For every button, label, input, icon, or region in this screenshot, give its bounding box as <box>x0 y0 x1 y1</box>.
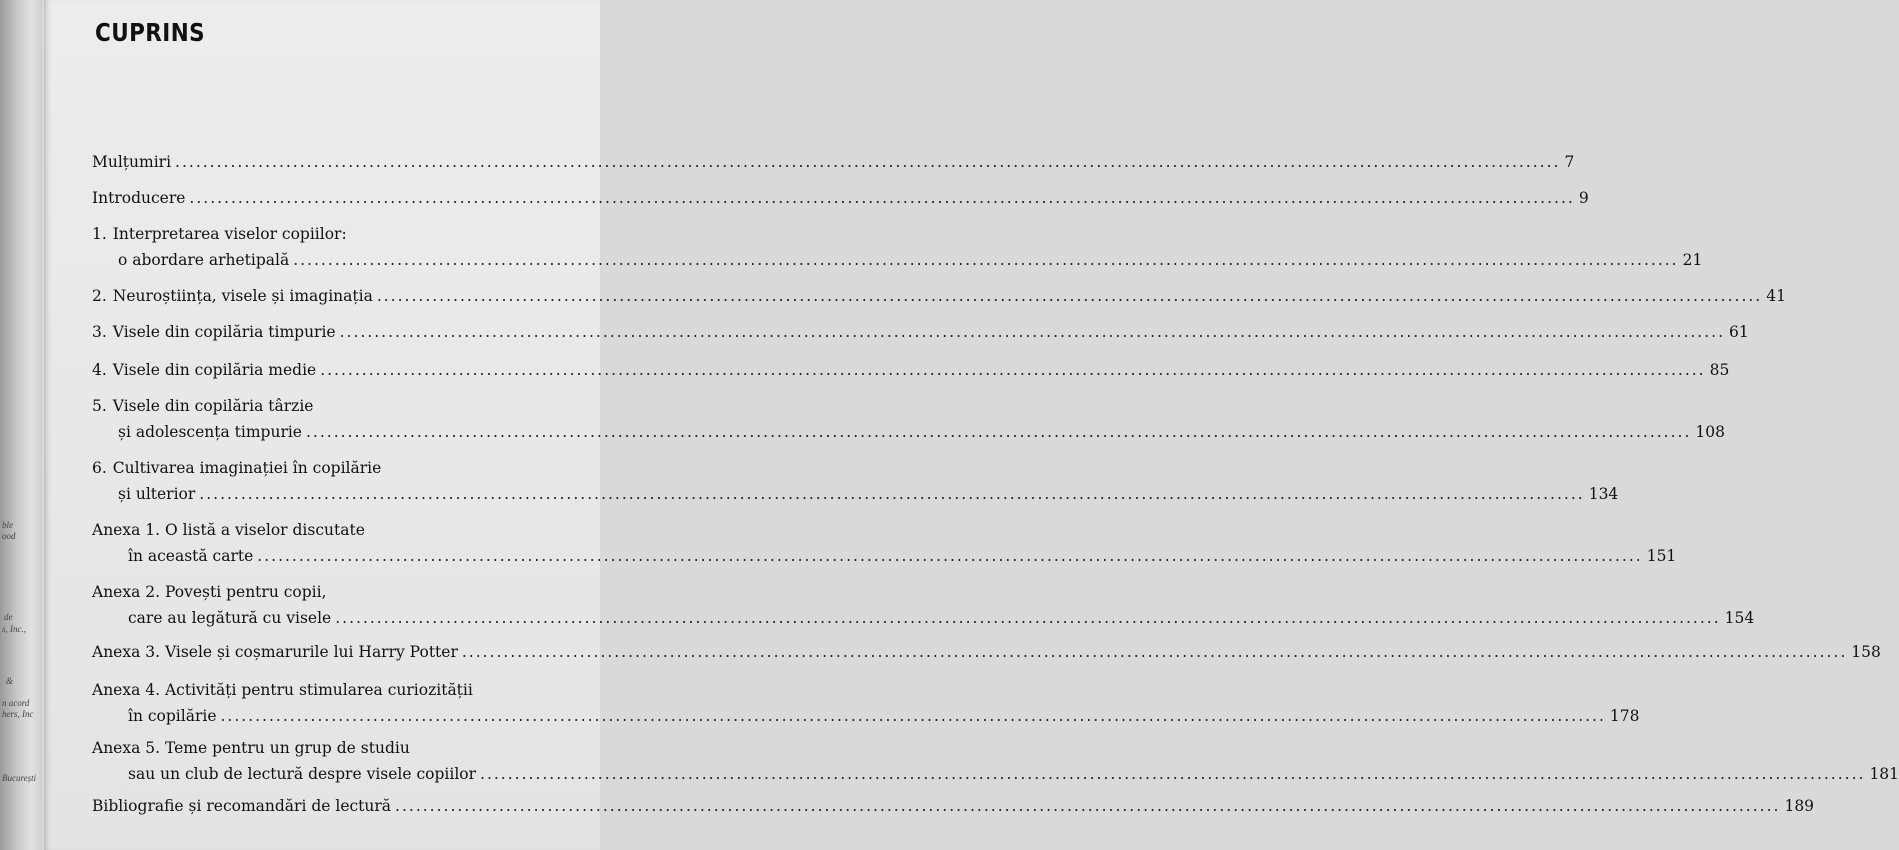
page-number: 181 <box>1869 765 1899 783</box>
toc-entry-title: Neuroștiința, visele și imaginația <box>112 287 373 305</box>
page-number: 21 <box>1682 251 1703 269</box>
toc-entry-title: Bibliografie și recomandări de lectură <box>92 797 392 815</box>
margin-bleed-text: hers, Inc <box>2 709 34 719</box>
page-title: CUPRINS <box>95 18 206 47</box>
page-number: 158 <box>1851 643 1881 661</box>
page-number: 151 <box>1646 547 1677 565</box>
toc-entry-title: Interpretarea viselor copiilor: <box>112 225 347 243</box>
dot-leader: ........................................................................................................................................................................................................ <box>320 361 1706 379</box>
toc-entry-title: care au legătură cu visele <box>128 609 332 627</box>
dot-leader: ........................................................................................................................................................................................................ <box>305 423 1692 441</box>
margin-bleed-text: ood <box>2 531 16 541</box>
margin-bleed-text: n acord <box>2 698 30 708</box>
book-spine <box>0 0 42 850</box>
margin-bleed-text: ble <box>2 520 13 530</box>
toc-entry-title: Anexa 4. Activități pentru stimularea curiozității <box>92 681 473 699</box>
page-number: 154 <box>1724 609 1755 627</box>
chapter-number: 3. <box>92 323 107 341</box>
dot-leader: ........................................................................................................................................................................................................ <box>480 765 1866 783</box>
dot-leader: ........................................................................................................................................................................................................ <box>335 609 1721 627</box>
page-number: 7 <box>1564 153 1575 171</box>
margin-bleed-text: de <box>4 612 13 622</box>
page-number: 108 <box>1695 423 1725 441</box>
toc-entry-title: Cultivarea imaginației în copilărie <box>112 459 382 477</box>
page-number: 85 <box>1709 361 1730 379</box>
dot-leader: ........................................................................................................................................................................................................ <box>189 189 1575 207</box>
dot-leader: ........................................................................................................................................................................................................ <box>199 485 1585 503</box>
toc-entry-title: și adolescența timpurie <box>118 423 302 441</box>
book-page <box>44 0 1899 850</box>
page-number: 41 <box>1766 287 1786 305</box>
dot-leader: ........................................................................................................................................................................................................ <box>293 251 1679 269</box>
toc-entry-title: Visele din copilăria timpurie <box>112 323 336 341</box>
toc-entry-title: și ulterior <box>118 485 196 503</box>
toc-entry-title: Anexa 1. O listă a viselor discutate <box>92 521 365 539</box>
page-number: 178 <box>1609 707 1640 725</box>
toc-entry-title: Visele din copilăria medie <box>112 361 317 379</box>
toc-entry-title: Introducere <box>92 189 186 207</box>
toc-entry-title: Anexa 2. Povești pentru copii, <box>92 583 327 601</box>
toc-entry-title: în această carte <box>128 547 254 565</box>
dot-leader: ........................................................................................................................................................................................................ <box>376 287 1763 305</box>
chapter-number: 2. <box>92 287 107 305</box>
toc-entry-title: o abordare arhetipală <box>118 251 290 269</box>
toc-entry-title: Mulțumiri <box>92 153 172 171</box>
toc-entry-title: Anexa 5. Teme pentru un grup de studiu <box>92 739 410 757</box>
toc-entry-title: sau un club de lectură despre visele copiilor <box>128 765 477 783</box>
toc-entry-title: în copilărie <box>128 707 217 725</box>
dot-leader: ........................................................................................................................................................................................................ <box>175 153 1561 171</box>
margin-bleed-text: s, Inc., <box>2 624 26 634</box>
dot-leader: ........................................................................................................................................................................................................ <box>257 547 1643 565</box>
margin-bleed-text: București <box>2 773 37 783</box>
chapter-number: 1. <box>92 225 107 243</box>
page-number: 9 <box>1578 189 1589 207</box>
dot-leader: ........................................................................................................................................................................................................ <box>395 797 1781 815</box>
toc-entry-title: Visele din copilăria târzie <box>112 397 314 415</box>
margin-bleed-text: & <box>6 676 14 686</box>
dot-leader: ........................................................................................................................................................................................................ <box>339 323 1726 341</box>
page-number: 189 <box>1784 797 1815 815</box>
page-number: 134 <box>1588 485 1619 503</box>
chapter-number: 4. <box>92 361 107 379</box>
dot-leader: ........................................................................................................................................................................................................ <box>220 707 1606 725</box>
page-number: 61 <box>1729 323 1749 341</box>
chapter-number: 5. <box>92 397 107 415</box>
toc-entry-title: Anexa 3. Visele și coșmarurile lui Harry Potter <box>92 643 458 661</box>
dot-leader: ........................................................................................................................................................................................................ <box>461 643 1848 661</box>
chapter-number: 6. <box>92 459 107 477</box>
